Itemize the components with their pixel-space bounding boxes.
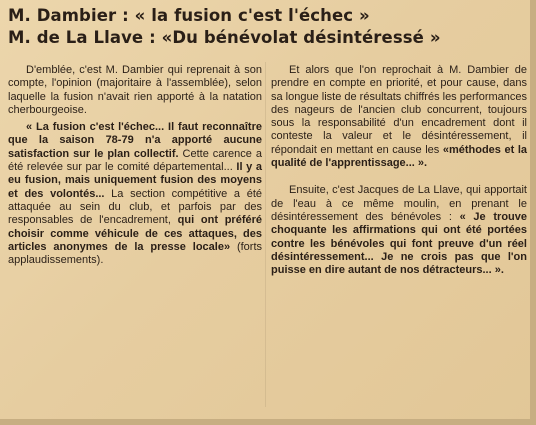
paragraph	[271, 64, 527, 170]
quote-text: « Je trouve choquante les affirmations qui ont été portées contre les bénévoles qui font preuve d'un réel désintéressement... Je ne crois pas que l'on puisse en dire autant de nos détracteurs... ».	[271, 210, 527, 277]
paragraph: D'emblée, c'est M. Dambier qui reprenait à son compte, l'opinion (majoritaire à l'assemblée), selon laquelle la fusion n'avait rien apporté à la natation cherbourgeoise.	[8, 64, 262, 116]
body-text: Et alors que l'on reprochait à M. Dambier de prendre en compte en priorité, et pour cause, dans sa longue liste de résultats chiffrés les performances des nageurs de l'ancien club concurrent, toujours sous la responsabilité d'un encadrement dont il conteste la valeur et le désintéressement, il répondait en mettant en cause les	[271, 64, 527, 156]
headline-line-1: M. Dambier : « la fusion c'est l'échec »	[8, 6, 370, 25]
clipping-edge	[0, 419, 536, 425]
body-text: Cette carence a été relevée sur par le comité départemental...	[8, 147, 263, 174]
body-text: La section compétitive a été attaquée au sein du club, et parfois par des responsables de l'encadrement,	[8, 187, 263, 227]
paragraph	[8, 121, 262, 267]
left-column	[8, 64, 262, 267]
quote-text: « La fusion c'est l'échec... Il faut reconnaître que la saison 78-79 n'a apporté aucune satisfaction sur le plan collectif.	[8, 121, 262, 160]
body-text: Ensuite, c'est Jacques de La Llave, qui apportait de l'eau à ce même moulin, en prenant le désintéressement des bénévoles :	[271, 184, 527, 223]
column-divider	[265, 62, 266, 407]
body-text: (forts applaudissements).	[8, 240, 262, 267]
right-column	[271, 64, 527, 277]
clipping-edge	[530, 0, 536, 425]
paragraph	[271, 184, 527, 277]
quote-text: qui ont préféré choisir comme véhicule de ces attaques, des articles anonymes de la presse locale»	[8, 214, 262, 253]
quote-text: Il y a eu fusion, mais uniquement fusion des moyens et des volontés...	[8, 161, 262, 200]
headline	[8, 5, 528, 49]
quote-text: «méthodes et la qualité de l'apprentissage... ».	[271, 143, 528, 170]
headline-line-2: M. de La Llave : «Du bénévolat désintéressé »	[8, 28, 441, 47]
